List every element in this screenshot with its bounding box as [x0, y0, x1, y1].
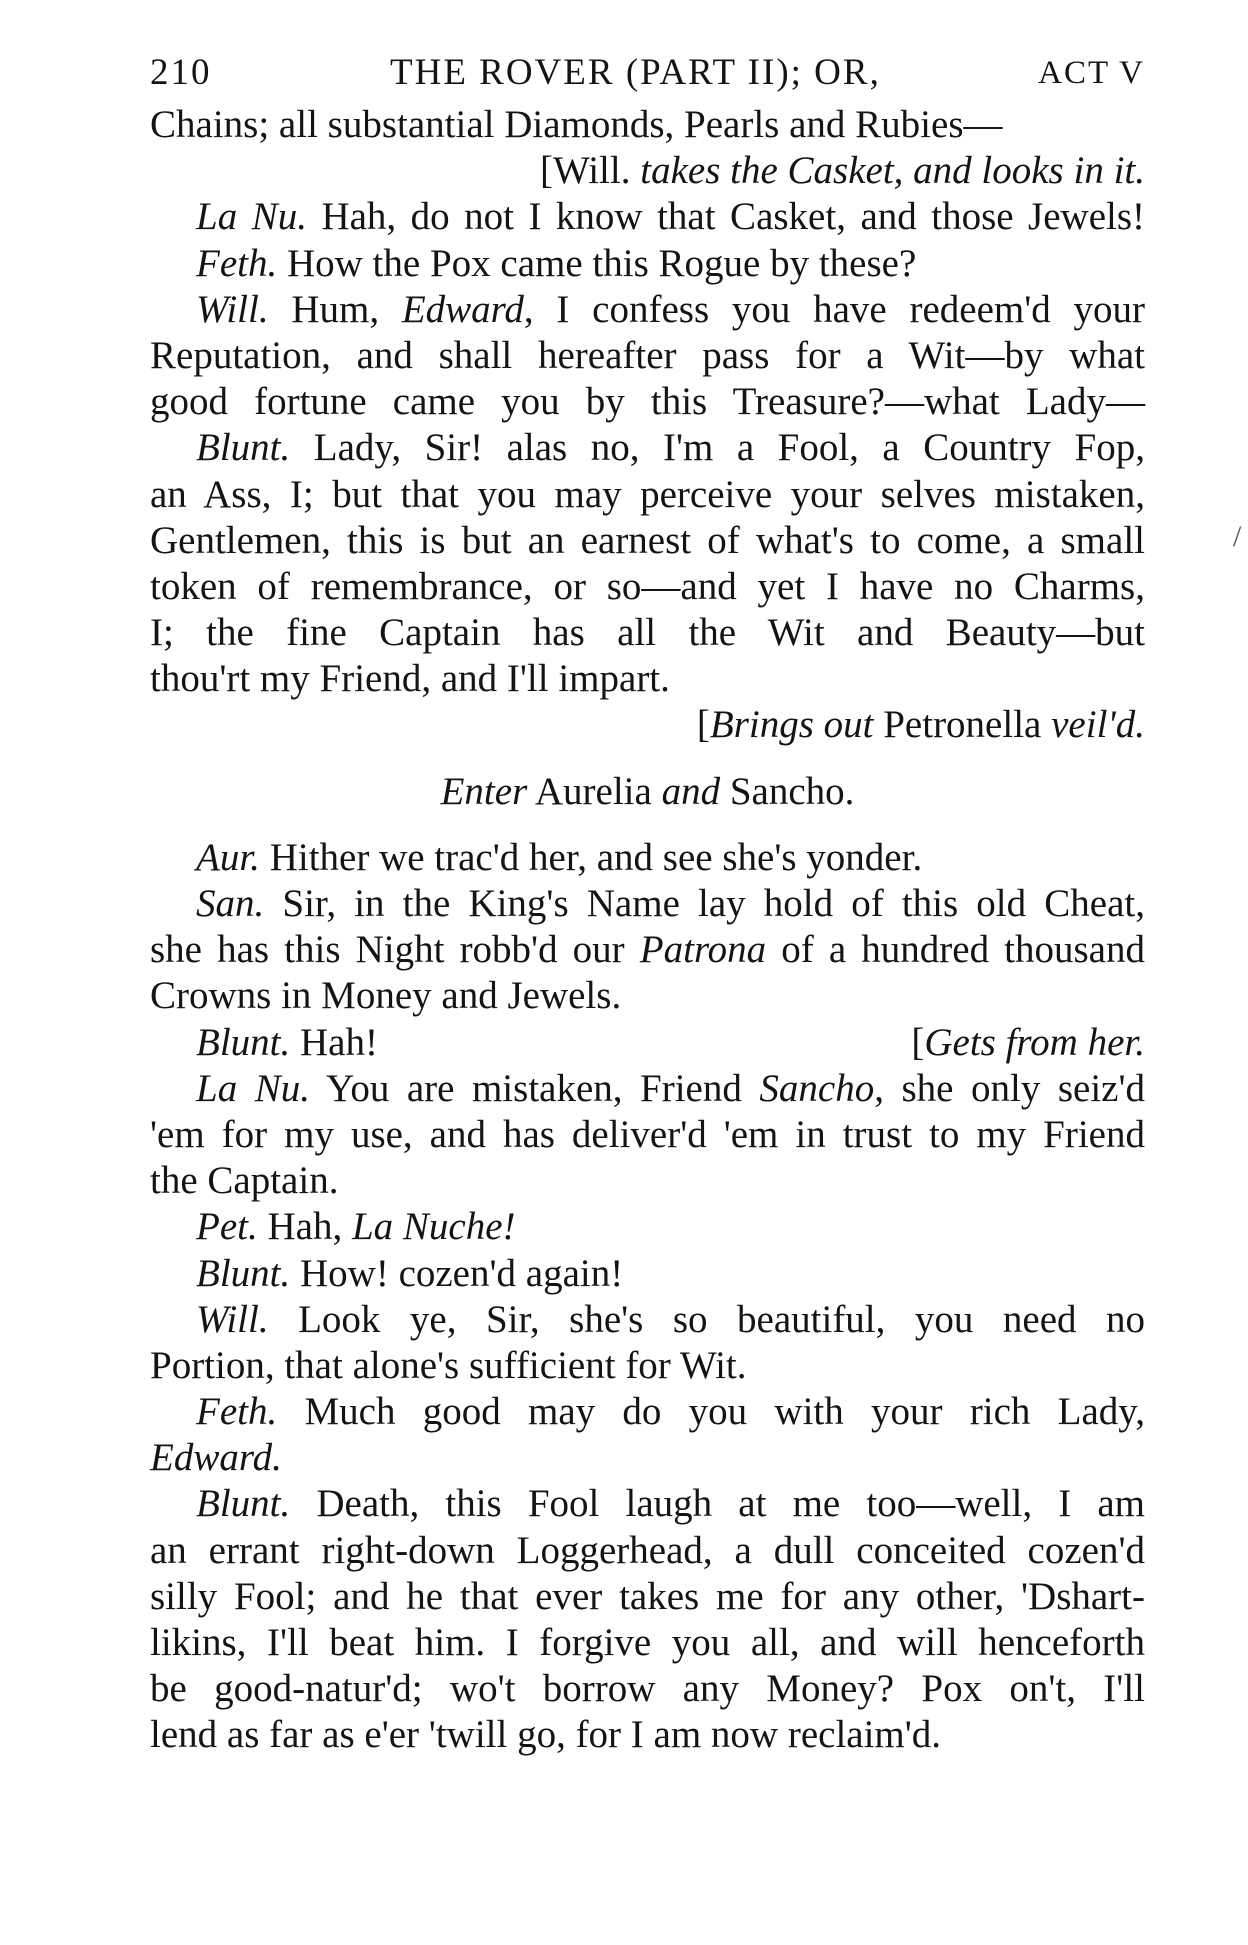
play-text	[150, 102, 1145, 1759]
text-run: of a hundred thousand	[766, 928, 1145, 972]
text-run: Lady, Sir! alas no, I'm a Fool, a Country Fop,	[290, 426, 1145, 470]
text-line	[150, 881, 1145, 927]
text-line	[150, 1435, 1145, 1481]
text-line	[150, 241, 1145, 287]
text-run: Reputation, and shall hereafter pass for a Wit—by what	[150, 333, 1145, 377]
italic-text: Sancho	[759, 1066, 875, 1110]
text-run: Aurelia	[527, 769, 662, 813]
text-run: good fortune came you by this Treasure?—what Lady—	[150, 380, 1145, 424]
text-run: , I confess you have redeem'd your	[523, 287, 1145, 331]
italic-text: Feth.	[196, 241, 278, 285]
text-line	[150, 425, 1145, 471]
margin-mark: /	[1233, 520, 1242, 553]
text-line	[150, 518, 1145, 564]
italic-text: Pet.	[196, 1205, 258, 1249]
text-run: silly Fool; and he that ever takes me for any other, 'Dshart-	[150, 1574, 1145, 1618]
text-run: How! cozen'd again!	[290, 1251, 624, 1295]
italic-text: La Nuche!	[351, 1205, 516, 1249]
text-run: Sancho.	[720, 769, 855, 813]
text-line	[150, 656, 1145, 702]
italic-text: Blunt.	[196, 1020, 291, 1064]
text-line	[150, 1204, 1145, 1250]
text-run: Death, this Fool laugh at me too—well, I am	[290, 1482, 1145, 1526]
italic-text: La Nu.	[196, 1066, 310, 1110]
text-run: Chains; all substantial Diamonds, Pearls and Rubies—	[150, 103, 1003, 146]
text-line	[150, 610, 1145, 656]
text-line	[150, 1066, 1145, 1112]
text-line	[150, 1251, 1145, 1297]
italic-text: La Nu.	[196, 195, 307, 239]
italic-text: and	[661, 769, 721, 813]
text-run: lend as far as e'er 'twill go, for I am now reclaim'd.	[150, 1713, 942, 1757]
text-run: Much good may do you with your rich Lady,	[277, 1390, 1145, 1434]
text-run: How the Pox came this Rogue by these?	[277, 241, 917, 285]
text-run: Look ye, Sir, she's so beautiful, you need no	[268, 1297, 1145, 1341]
text-run: token of remembrance, or so—and yet I have no Charms,	[150, 564, 1145, 608]
italic-text: San.	[196, 882, 265, 925]
italic-text: Blunt.	[196, 426, 291, 470]
text-run: Gentlemen, this is but an earnest of what's to come, a small	[150, 518, 1145, 562]
book-page	[150, 50, 1145, 1759]
text-line	[150, 1481, 1145, 1527]
act-label: ACT V	[1038, 55, 1145, 91]
running-title: THE ROVER (PART II); OR,	[390, 52, 881, 93]
text-run: thou'rt my Friend, and I'll impart.	[150, 657, 670, 701]
text-line	[150, 333, 1145, 379]
text-line	[150, 102, 1145, 148]
text-line	[150, 472, 1145, 518]
italic-text: Blunt.	[196, 1482, 291, 1526]
text-run: the Captain.	[150, 1159, 339, 1203]
italic-text: Will.	[196, 1297, 269, 1341]
text-line	[150, 194, 1145, 240]
text-line	[150, 835, 1145, 881]
text-line	[150, 769, 1145, 815]
line-left	[196, 1020, 378, 1066]
running-header	[150, 50, 1145, 102]
text-run: Sir, in the King's Name lay hold of this old Cheat,	[264, 882, 1145, 925]
italic-text: Blunt.	[196, 1251, 291, 1295]
italic-text: Edward	[401, 287, 524, 331]
text-line	[150, 564, 1145, 610]
text-line	[150, 1158, 1145, 1204]
text-run: Hum,	[268, 287, 402, 331]
text-line	[150, 973, 1145, 1019]
text-run: [	[911, 1020, 925, 1064]
text-line	[150, 1389, 1145, 1435]
text-line	[150, 927, 1145, 973]
text-run: be good-natur'd; wo't borrow any Money? Pox on't, I'll	[150, 1667, 1145, 1711]
text-run: Hah,	[257, 1205, 352, 1249]
text-run: an errant right-down Loggerhead, a dull conceited cozen'd	[150, 1528, 1145, 1572]
text-run: an Ass, I; but that you may perceive your selves mistaken,	[150, 472, 1145, 516]
text-run: [	[696, 703, 710, 747]
text-line	[150, 1574, 1145, 1620]
text-run: Hah!	[290, 1020, 378, 1064]
text-run: Petronella	[873, 703, 1052, 747]
text-line	[150, 287, 1145, 333]
spacer	[150, 749, 1145, 769]
text-line	[150, 1666, 1145, 1712]
text-run: Portion, that alone's sufficient for Wit.	[150, 1343, 747, 1387]
text-line	[150, 379, 1145, 425]
text-run: likins, I'll beat him. I forgive you all, and will henceforth	[150, 1621, 1145, 1664]
text-line	[150, 702, 1145, 748]
italic-text: Aur.	[196, 835, 260, 879]
text-run: Hither we trac'd her, and see she's yonder.	[259, 835, 923, 879]
stage-direction	[911, 1020, 1145, 1066]
page-number: 210	[150, 52, 212, 93]
italic-text: Enter	[440, 769, 528, 813]
text-run: [Will.	[539, 149, 641, 193]
text-run: she has this Night robb'd our	[150, 928, 640, 972]
text-line	[150, 1297, 1145, 1343]
italic-text: Edward.	[150, 1436, 282, 1480]
text-line	[150, 1712, 1145, 1758]
text-run: 'em for my use, and has deliver'd 'em in trust to my Friend	[150, 1112, 1145, 1156]
text-line	[150, 1528, 1145, 1574]
italic-text: Brings out	[709, 703, 874, 747]
text-line	[150, 1020, 1145, 1066]
italic-text: Patrona	[639, 928, 767, 972]
text-line	[150, 1343, 1145, 1389]
text-run: I; the fine Captain has all the Wit and Beauty—but	[150, 611, 1145, 655]
text-run: , she only seiz'd	[874, 1066, 1145, 1110]
text-line	[150, 1112, 1145, 1158]
italic-text: Gets from her.	[924, 1020, 1145, 1064]
italic-text: veil'd.	[1051, 703, 1145, 747]
text-line	[150, 148, 1145, 194]
text-run: Crowns in Money and Jewels.	[150, 974, 622, 1018]
italic-text: takes the Casket, and looks in it.	[640, 149, 1145, 193]
text-run: Hah, do not I know that Casket, and those Jewels!	[306, 195, 1146, 239]
text-run: You are mistaken, Friend	[309, 1066, 760, 1110]
text-line	[150, 1620, 1145, 1666]
italic-text: Feth.	[196, 1390, 278, 1434]
italic-text: Will.	[196, 287, 269, 331]
spacer	[150, 815, 1145, 835]
